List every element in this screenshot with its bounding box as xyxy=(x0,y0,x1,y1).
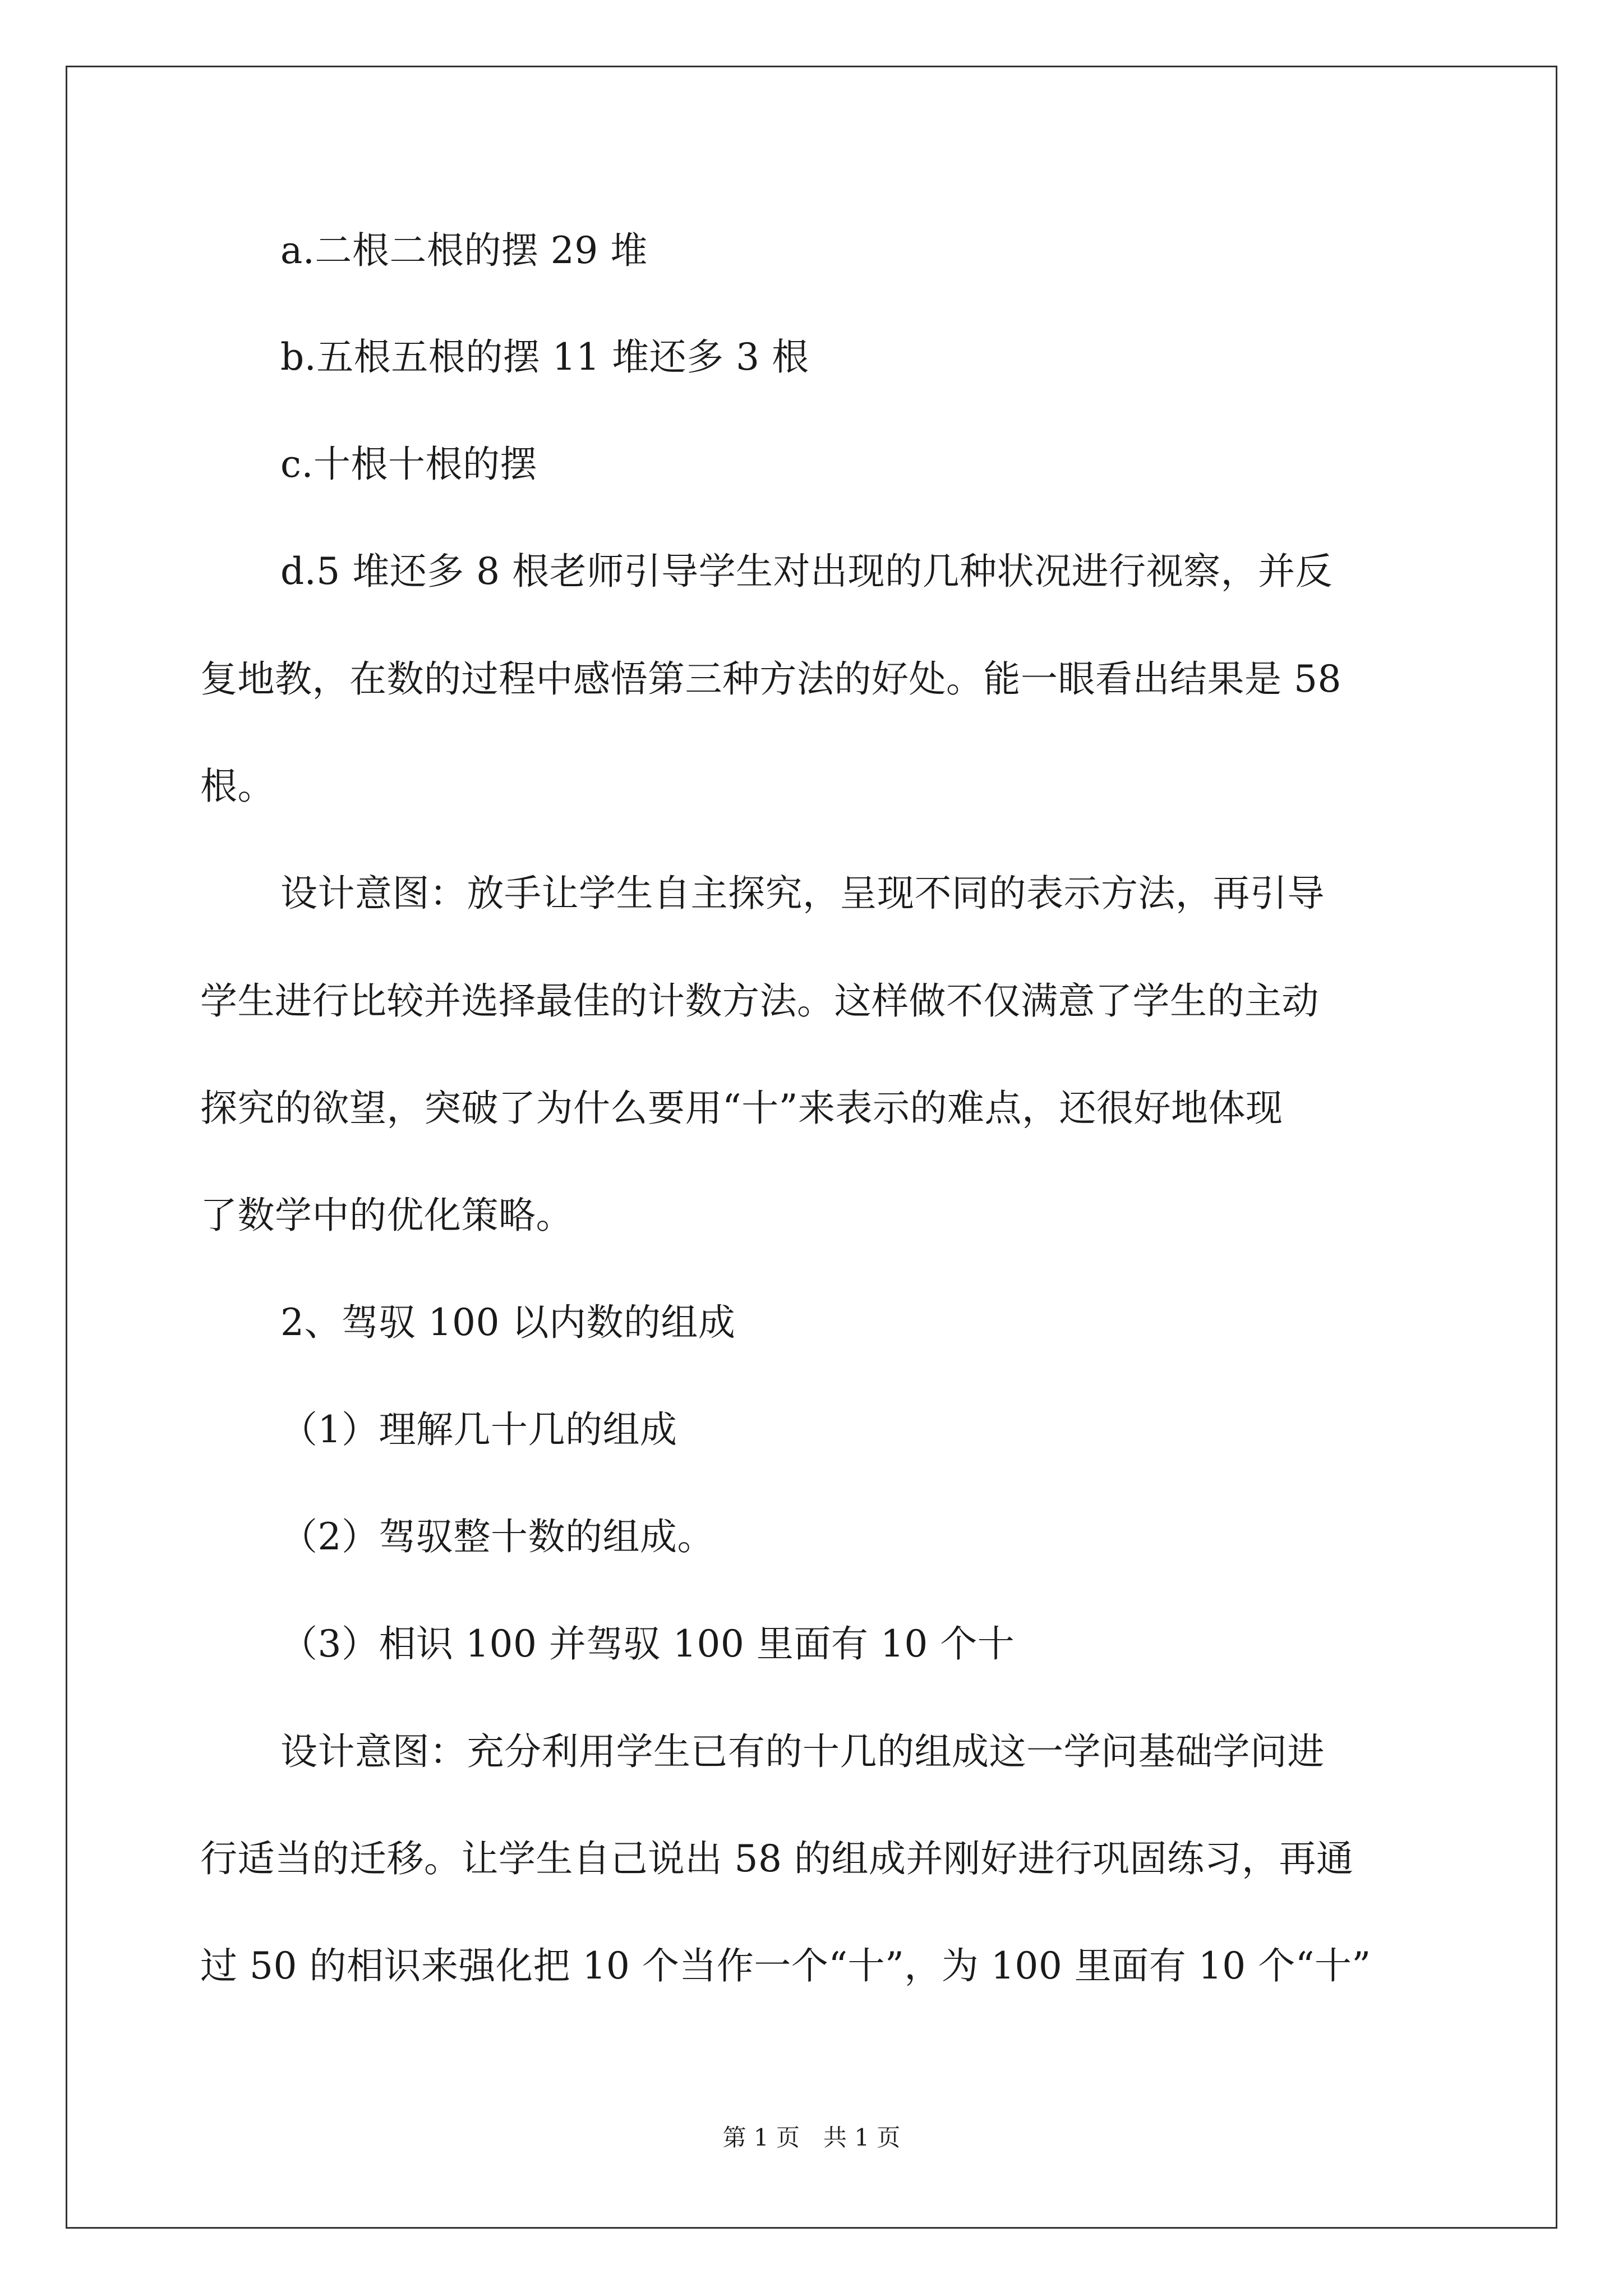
text-line: 过 50 的相识来强化把 10 个当作一个“十”，为 100 里面有 10 个“十” xyxy=(200,1944,1371,1987)
text-line: 了数学中的优化策略。 xyxy=(200,1194,573,1237)
heading-line: 2、驾驭 100 以内数的组成 xyxy=(280,1301,736,1344)
text-line: 行适当的迁移。让学生自己说出 58 的组成并刚好进行巩固练习，再通 xyxy=(200,1837,1354,1880)
text-line: （3）相识 100 并驾驭 100 里面有 10 个十 xyxy=(280,1622,1015,1665)
text-line: （1）理解几十几的组成 xyxy=(280,1408,677,1451)
page-number-footer: 第 1 页 共 1 页 xyxy=(722,2124,901,2151)
text-line: d.5 堆还多 8 根老师引导学生对出现的几种状况进行视察，并反 xyxy=(280,550,1333,593)
text-line: c.十根十根的摆 xyxy=(280,443,537,486)
text-line: 设计意图：充分利用学生已有的十几的组成这一学问基础学问进 xyxy=(280,1730,1325,1773)
text-line: 复地教，在数的过程中感悟第三种方法的好处。能一眼看出结果是 58 xyxy=(200,657,1341,701)
page-border xyxy=(66,66,1557,2229)
text-line: 探究的欲望，突破了为什么要用“十”来表示的难点，还很好地体现 xyxy=(200,1087,1283,1130)
text-line: b.五根五根的摆 11 堆还多 3 根 xyxy=(280,335,809,379)
text-line: （2）驾驭整十数的组成。 xyxy=(280,1515,714,1558)
text-line: a.二根二根的摆 29 堆 xyxy=(280,229,648,272)
text-line: 根。 xyxy=(200,765,275,808)
text-line: 设计意图：放手让学生自主探究，呈现不同的表示方法，再引导 xyxy=(280,872,1325,915)
text-line: 学生进行比较并选择最佳的计数方法。这样做不仅满意了学生的主动 xyxy=(200,979,1319,1023)
